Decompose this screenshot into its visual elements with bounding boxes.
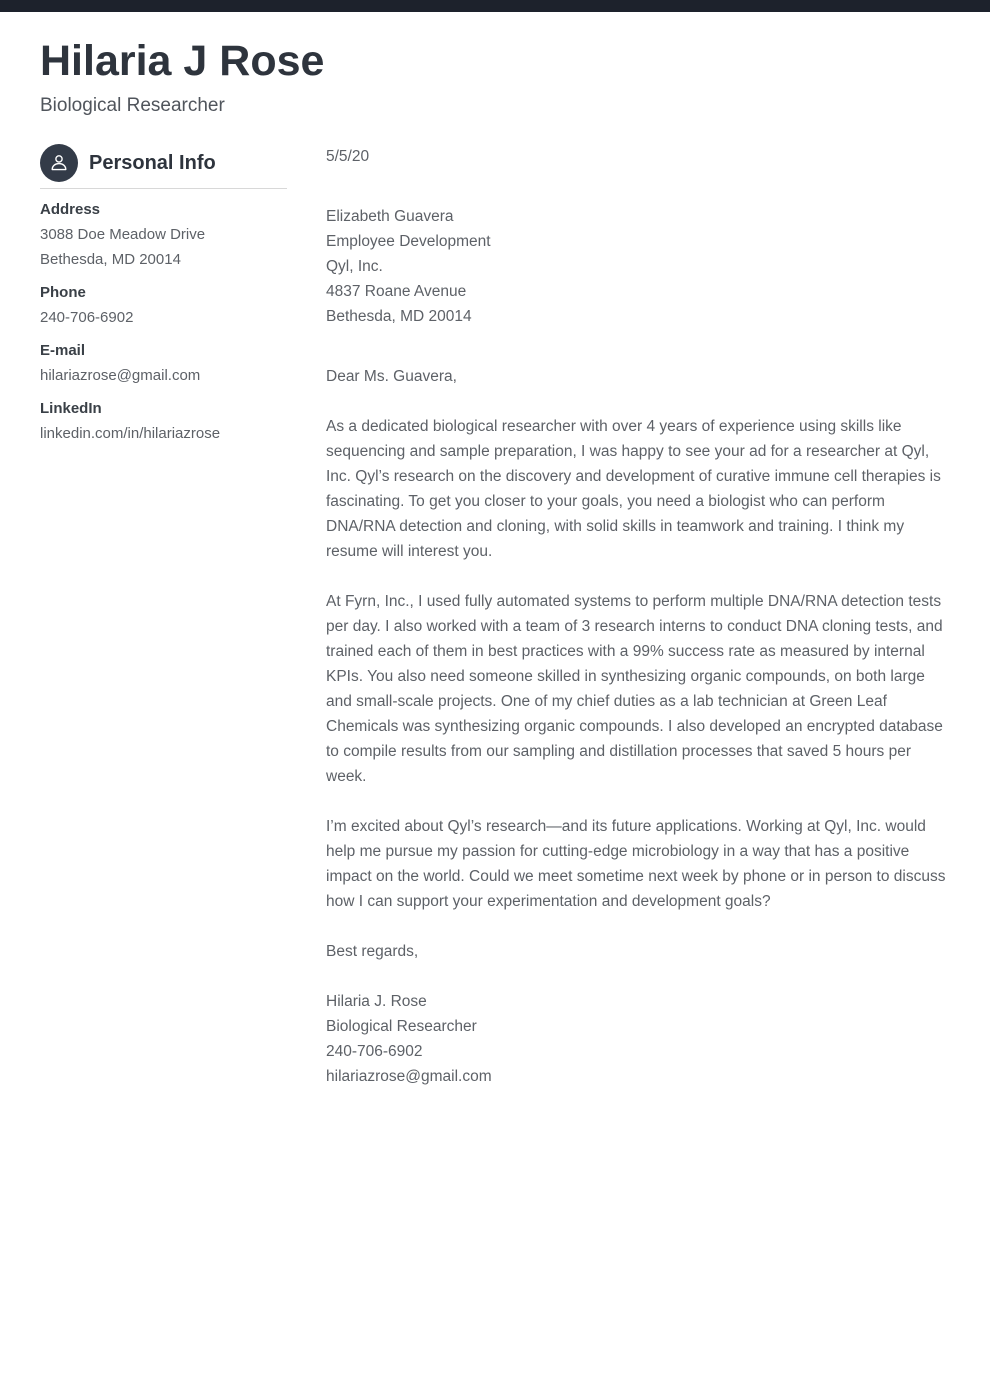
person-name: Hilaria J Rose: [40, 37, 325, 85]
address-line: 3088 Doe Meadow Drive: [40, 226, 206, 243]
recipient-street: 4837 Roane Avenue: [326, 283, 467, 300]
sidebar-divider: [40, 188, 287, 189]
letter-date: 5/5/20: [326, 148, 370, 165]
linkedin-label: LinkedIn: [40, 400, 102, 417]
email-label: E-mail: [40, 342, 86, 359]
recipient-name: Elizabeth Guavera: [326, 208, 454, 225]
address-label: Address: [40, 201, 101, 218]
recipient-city: Bethesda, MD 20014: [326, 308, 472, 325]
phone-label: Phone: [40, 284, 86, 301]
sidebar-group-linkedin: [40, 396, 287, 446]
closing: Best regards,: [326, 943, 419, 960]
sidebar: [40, 144, 287, 1089]
signature-name: Hilaria J. Rose: [326, 993, 427, 1010]
linkedin-value: linkedin.com/in/hilariazrose: [40, 425, 221, 442]
sidebar-heading: Personal Info: [89, 152, 216, 174]
columns: [40, 144, 950, 1089]
signature-email: hilariazrose@gmail.com: [326, 1068, 492, 1085]
recipient-department: Employee Development: [326, 233, 491, 250]
signature-phone: 240-706-6902: [326, 1043, 423, 1060]
email-value: hilariazrose@gmail.com: [40, 367, 201, 384]
sidebar-header: [40, 144, 287, 182]
signature-title: Biological Researcher: [326, 1018, 477, 1035]
top-accent-bar: [0, 0, 990, 12]
paragraph-2: At Fyrn, Inc., I used fully automated systems to perform multiple DNA/RNA detection tests per day. I also worked with a team of 3 research interns to conduct DNA cloning tests, and trained each of them in best practices with a 99% success rate as measured by internal KPIs. You also need someone skilled in synthesizing organic compounds, on both large and small-scale projects. One of my chief duties as a lab technician at Green Leaf Chemicals was synthesizing organic compounds. I also developed an encrypted database to compile results from our sampling and distillation processes that saved 5 hours per week.: [326, 593, 943, 785]
paragraph-3: I’m excited about Qyl’s research—and its future applications. Working at Qyl, Inc. would help me pursue my passion for cutting-edge microbiology in a way that has a positive impact on the world. Could we meet sometime next week by phone or in person to discuss how I can support your experimentation and development goals?: [326, 818, 946, 910]
sidebar-group-address: [40, 197, 287, 272]
salutation: Dear Ms. Guavera,: [326, 368, 457, 385]
signature-block: [326, 989, 950, 1089]
recipient-block: [326, 204, 950, 329]
sidebar-group-email: [40, 338, 287, 388]
person-icon: [40, 144, 78, 182]
letter-body: [326, 144, 950, 1089]
address-line: Bethesda, MD 20014: [40, 251, 181, 268]
phone-value: 240-706-6902: [40, 309, 134, 326]
recipient-company: Qyl, Inc.: [326, 258, 383, 275]
paragraph-1: As a dedicated biological researcher with over 4 years of experience using skills like sequencing and sample preparation, I was happy to see your ad for a researcher at Qyl, Inc. Qyl’s research on the discovery and development of curative immune cell therapies is fascinating. To get you closer to your goals, you need a biologist who can perform DNA/RNA detection and cloning, with solid skills in teamwork and training. I think my resume will interest you.: [326, 418, 941, 560]
job-title: Biological Researcher: [40, 95, 225, 116]
sidebar-group-phone: [40, 280, 287, 330]
